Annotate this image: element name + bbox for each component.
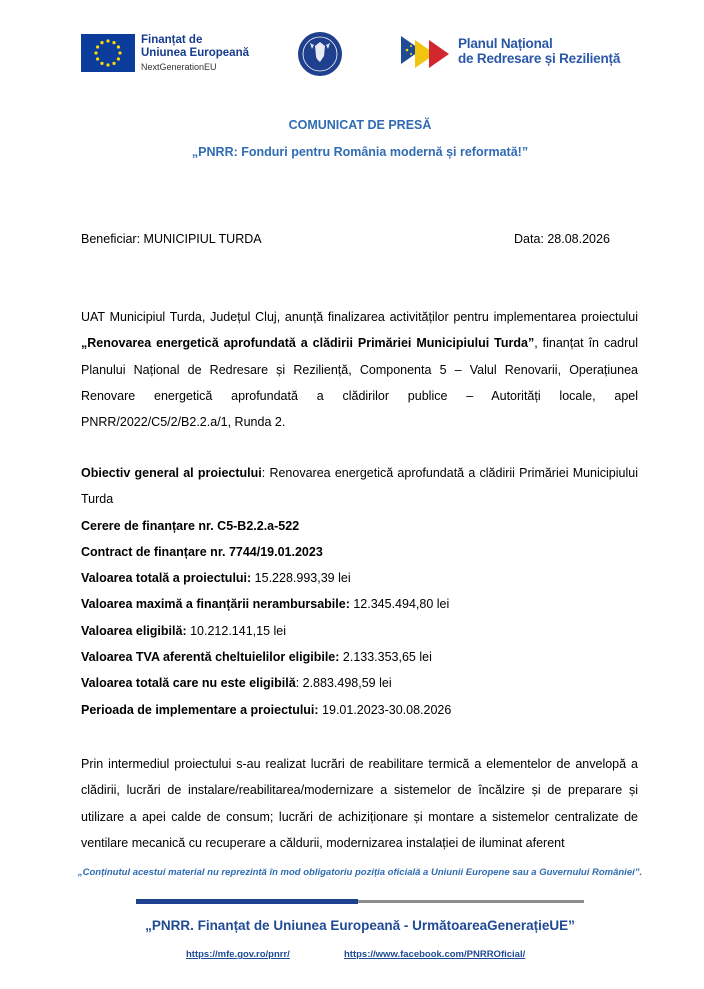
eligible-label: Valoarea eligibilă: [81,623,187,638]
footer-divider [136,899,584,904]
project-name: „Renovarea energetică aprofundată a clădirii Primăriei Municipiului Turda” [81,336,535,351]
intro-part1: UAT Municipiul Turda, Județul Cluj, anunță finalizarea activităților pentru implementarea proiectului [81,310,638,324]
document-title: COMUNICAT DE PRESĂ [288,118,432,132]
period-label: Perioada de implementare a proiectului: [81,702,319,717]
total-value: 15.228.993,39 lei [251,571,351,586]
intro-part2: , finanțat în cadrul Planului Național de Redresare și Reziliență, Componenta 5 – Valul Renovarii, Operațiunea Renovare energetică aprofundată a clădirilor publice – Autorități locale, apel PNRR/2022/C5/2/B2.2.a/1, Runda 2. [81,336,638,430]
facebook-link[interactable]: https://www.facebook.com/PNRROficial/ [344,949,526,960]
eligible-row [81,618,638,644]
eligible-value: 10.212.141,15 lei [186,623,286,638]
footer-divider-grey [358,900,584,903]
eu-flag-icon [81,34,135,72]
eu-logo-line1: Finanțat de [141,34,203,46]
period-row [81,697,638,723]
pnrr-logo-line1: Planul Național [458,36,553,51]
eu-funding-logo [81,34,251,72]
romanian-government-seal [297,31,343,77]
footer-divider-blue [136,899,358,904]
document-date: Data: 28.08.2026 [514,232,610,246]
document-subtitle: „PNRR: Fonduri pentru România modernă și reformată!” [191,145,529,159]
ineligible-value: : 2.883.498,59 lei [295,676,392,691]
cerere-row: Cerere de finanțare nr. C5-B2.2.a-522 [81,518,300,533]
ineligible-label: Valoarea totală care nu este eligibilă [81,676,296,691]
vat-row [81,644,638,670]
total-value-row [81,565,638,591]
pnrr-logo-line2: de Redresare și Reziliență [458,51,621,66]
eu-logo-line3: NextGenerationEU [141,62,217,72]
footer-disclaimer: „Conținutul acestui material nu reprezintă în mod obligatoriu poziția oficială a Uniunii Europene sau a Guvernului României”. [77,867,643,878]
period-value: 19.01.2023-30.08.2026 [318,702,452,717]
max-funding-value: 12.345.494,80 lei [349,597,450,612]
vat-label: Valoarea TVA aferentă cheltuielilor eligibile: [81,650,340,665]
vat-value: 2.133.353,65 lei [339,650,432,665]
project-info [81,460,638,723]
footer-slogan: „PNRR. Finanțat de Uniunea Europeană - UrmătoareaGenerațieUE” [145,918,575,933]
ineligible-row [81,670,638,696]
objective-label: Obiectiv general al proiectului [81,466,262,480]
mfe-link[interactable]: https://mfe.gov.ro/pnrr/ [186,949,290,960]
intro-paragraph [81,304,638,435]
total-value-label: Valoarea totală a proiectului: [81,571,252,586]
pnrr-logo [401,36,631,70]
objective-row [81,460,638,513]
pnrr-logo-icon [401,36,455,70]
max-funding-row [81,591,638,617]
contract-row: Contract de finanțare nr. 7744/19.01.2023 [81,544,323,559]
max-funding-label: Valoarea maximă a finanțării nerambursabile: [81,597,350,612]
objective-value: : Renovarea energetică aprofundată a clădirii Primăriei Municipiului Turda [81,466,638,507]
eu-logo-line2: Uniunea Europeană [141,47,249,59]
body-paragraph: Prin intermediul proiectului s-au realizat lucrări de reabilitare termică a elementelor de anvelopă a clădirii, lucrări de instalare/reabilitarea/modernizare a sistemelor de încălzire și de preparare și utilizare a apei calde de consum; lucrări de achiziționare și montare a sistemelor centralizate de ventilare mecanică cu recuperare a căldurii, modernizarea instalației de iluminat aferent [81,757,638,850]
beneficiary: Beneficiar: MUNICIPIUL TURDA [81,232,262,246]
